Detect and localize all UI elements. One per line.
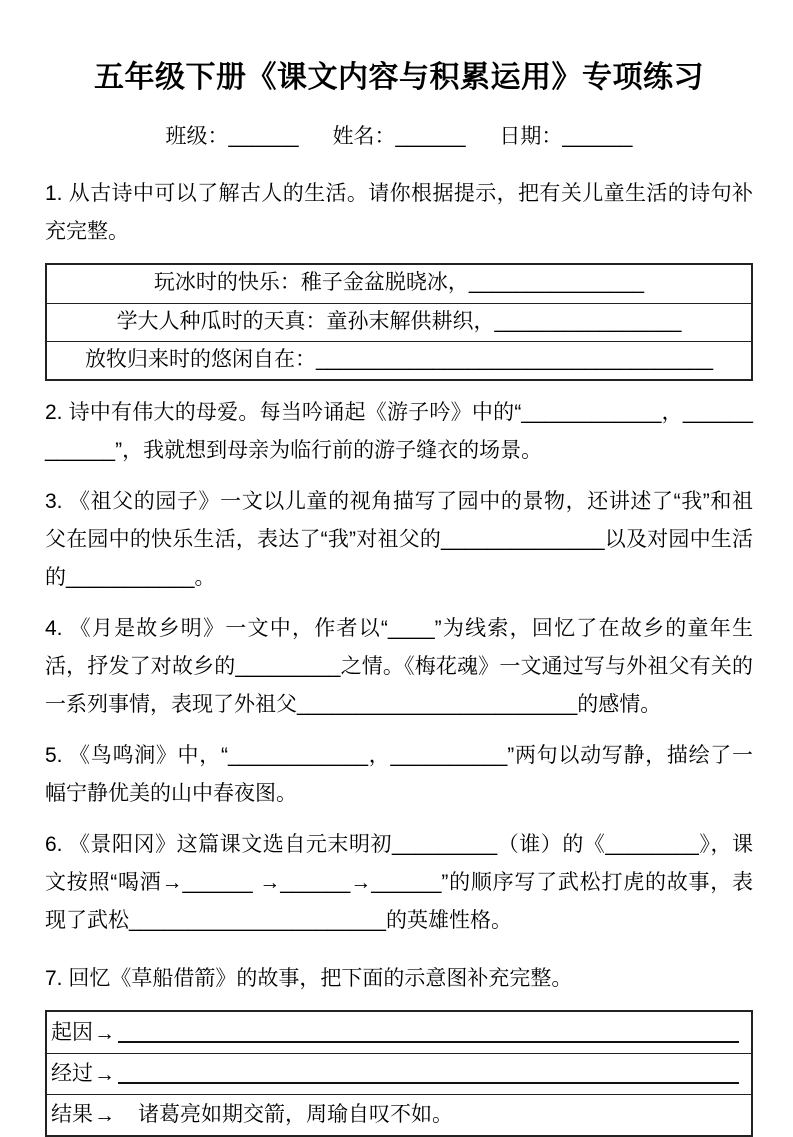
poem-row-melon: 学大人种瓜时的天真：童孙末解供耕织，________________ bbox=[47, 303, 751, 341]
diagram-table bbox=[45, 1010, 753, 1137]
poem-row-ice: 玩冰时的快乐：稚子金盆脱晓冰，_______________ bbox=[153, 271, 645, 294]
diagram-row-result bbox=[47, 1094, 751, 1135]
diagram-row-process bbox=[47, 1053, 751, 1094]
result-label: 结果 bbox=[51, 1103, 93, 1126]
question-3: 3. 《祖父的园子》一文以儿童的视角描写了园中的景物，还讲述了“我”和祖父在园中的快乐生活，表达了“我”对祖父的______________以及对园中生活的___________。 bbox=[45, 490, 753, 589]
date-blank: ______ bbox=[562, 125, 633, 148]
question-2: 2. 诗中有伟大的母爱。每当吟诵起《游子吟》中的“____________，____________”，我就想到母亲为临行前的游子缝衣的场景。 bbox=[45, 401, 753, 462]
result-text: 诸葛亮如期交箭，周瑜自叹不如。 bbox=[138, 1103, 453, 1126]
question-4: 4. 《月是故乡明》一文中，作者以“____”为线索，回忆了在故乡的童年生活，抒发了对故乡的_________之情。《梅花魂》一文通过写与外祖父有关的一系列事情，表现了外祖父________________________的感情。 bbox=[45, 617, 753, 716]
cause-label: 起因 bbox=[51, 1021, 93, 1044]
class-blank: ______ bbox=[228, 125, 299, 148]
question-7: 7. 回忆《草船借箭》的故事，把下面的示意图补充完整。 bbox=[45, 967, 573, 990]
class-field bbox=[166, 120, 299, 150]
name-label: 姓名： bbox=[332, 125, 396, 148]
right-arrow-icon: → bbox=[94, 1063, 115, 1086]
date-field bbox=[499, 120, 632, 150]
process-blank-line bbox=[118, 1082, 739, 1084]
process-label: 经过 bbox=[51, 1062, 93, 1085]
class-label: 班级： bbox=[165, 125, 229, 148]
name-field bbox=[332, 120, 465, 150]
info-line bbox=[45, 120, 753, 150]
poem-table bbox=[45, 263, 753, 381]
question-5: 5. 《鸟鸣涧》中，“____________，__________”两句以动写静，描绘了一幅宁静优美的山中春夜图。 bbox=[45, 744, 753, 805]
name-blank: ______ bbox=[395, 125, 466, 148]
cause-blank-line bbox=[118, 1041, 739, 1043]
question-1: 1. 从古诗中可以了解古人的生活。请你根据提示，把有关儿童生活的诗句补充完整。 bbox=[45, 182, 753, 243]
right-arrow-icon: → bbox=[94, 1104, 115, 1127]
diagram-row-cause bbox=[47, 1012, 751, 1053]
date-label: 日期： bbox=[499, 125, 563, 148]
question-6: 6. 《景阳冈》这篇课文选自元末明初_________（谁）的《________》，课文按照“喝酒→______ →______→______”的顺序写了武松打虎的故事，表现了武松______________________的英雄性格。 bbox=[45, 833, 753, 932]
page-title: 五年级下册《课文内容与积累运用》专项练习 bbox=[94, 61, 704, 94]
right-arrow-icon: → bbox=[94, 1022, 115, 1045]
poem-row-herding: 放牧归来时的悠闲自在：__________________________________ bbox=[47, 341, 751, 379]
